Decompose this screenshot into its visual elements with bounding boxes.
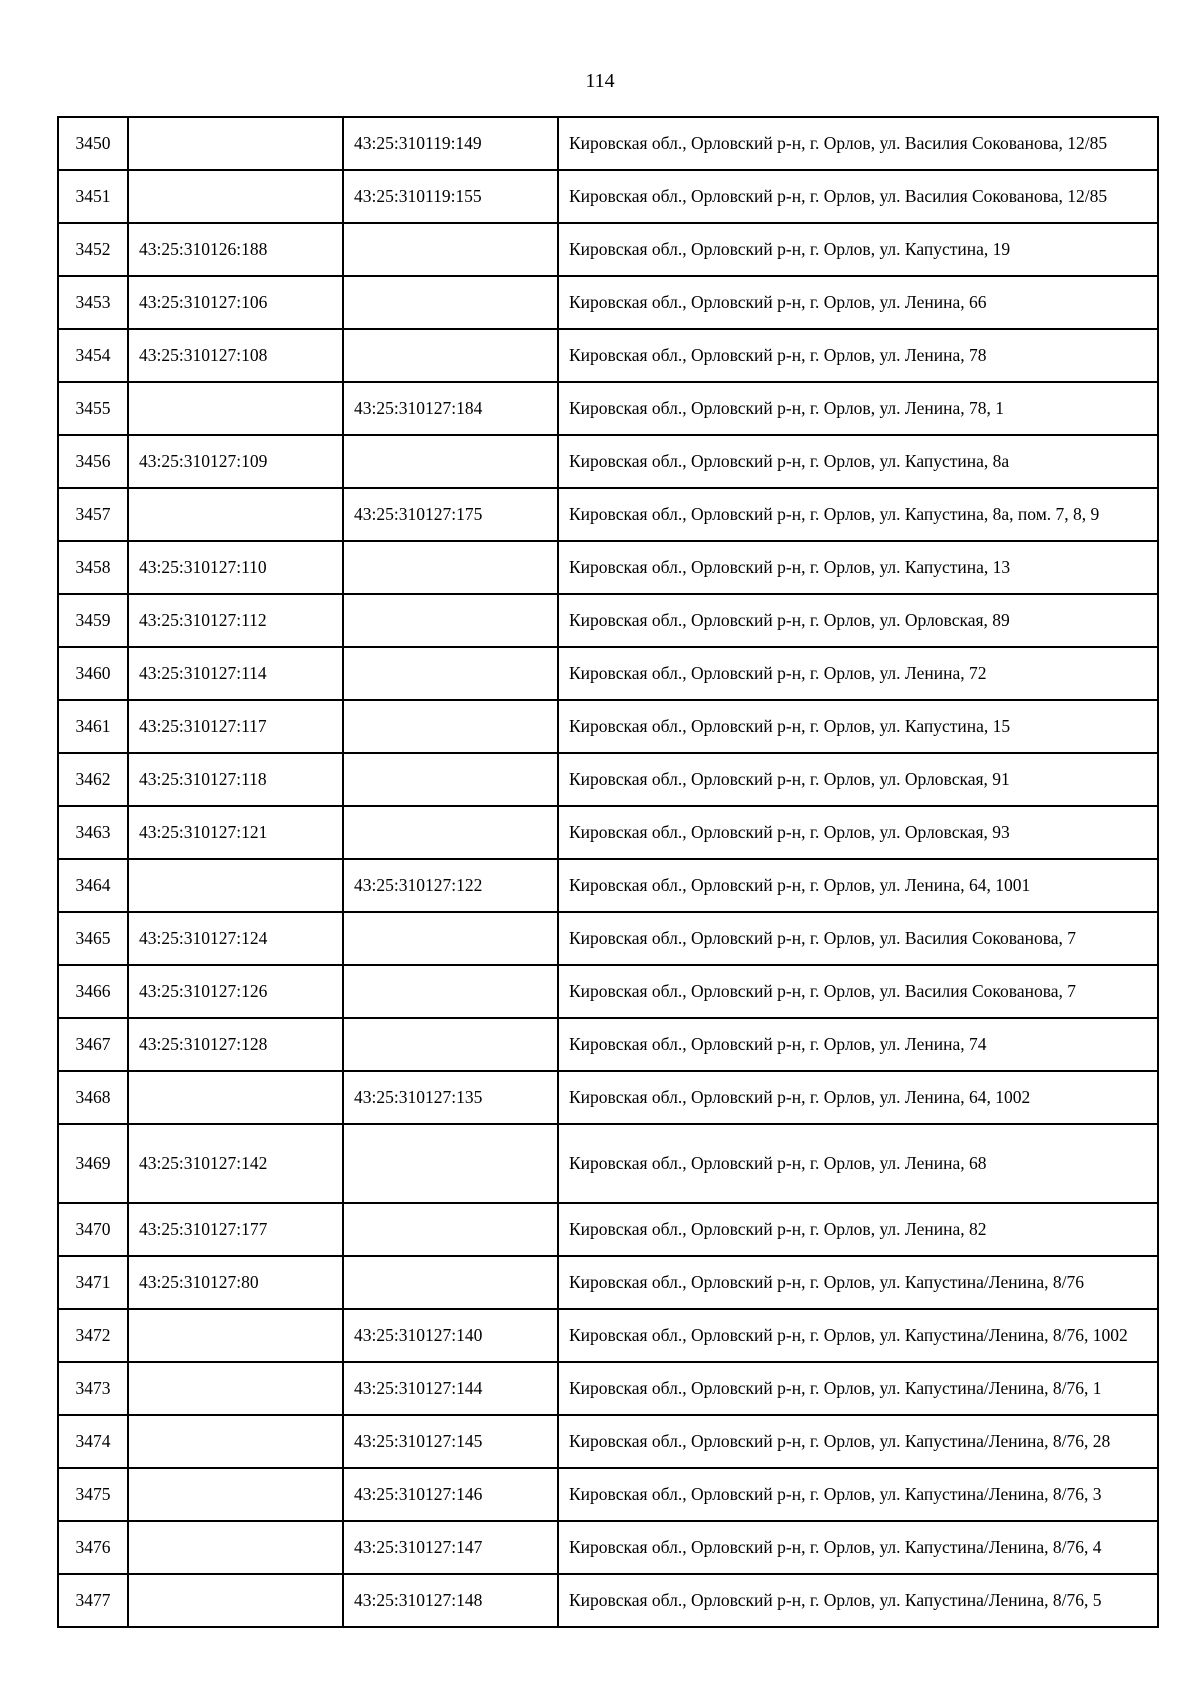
- address: Кировская обл., Орловский р-н, г. Орлов, ул. Василия Сокованова, 12/85: [558, 170, 1158, 223]
- object-cadastral-number: [343, 700, 558, 753]
- object-cadastral-number: 43:25:310127:146: [343, 1468, 558, 1521]
- table-row: [58, 1071, 1158, 1124]
- land-cadastral-number: 43:25:310127:128: [128, 1018, 343, 1071]
- address: Кировская обл., Орловский р-н, г. Орлов, ул. Ленина, 68: [558, 1124, 1158, 1203]
- row-number: 3466: [58, 965, 128, 1018]
- address: Кировская обл., Орловский р-н, г. Орлов, ул. Василия Сокованова, 7: [558, 912, 1158, 965]
- address: Кировская обл., Орловский р-н, г. Орлов, ул. Ленина, 78: [558, 329, 1158, 382]
- land-cadastral-number: [128, 117, 343, 170]
- object-cadastral-number: [343, 1256, 558, 1309]
- object-cadastral-number: 43:25:310127:184: [343, 382, 558, 435]
- row-number: 3471: [58, 1256, 128, 1309]
- object-cadastral-number: 43:25:310127:140: [343, 1309, 558, 1362]
- object-cadastral-number: 43:25:310127:135: [343, 1071, 558, 1124]
- table-row: [58, 541, 1158, 594]
- object-cadastral-number: [343, 594, 558, 647]
- row-number: 3454: [58, 329, 128, 382]
- row-number: 3462: [58, 753, 128, 806]
- row-number: 3465: [58, 912, 128, 965]
- land-cadastral-number: 43:25:310127:110: [128, 541, 343, 594]
- table-row: [58, 276, 1158, 329]
- table-row: [58, 1018, 1158, 1071]
- object-cadastral-number: 43:25:310127:148: [343, 1574, 558, 1627]
- land-cadastral-number: [128, 382, 343, 435]
- address: Кировская обл., Орловский р-н, г. Орлов, ул. Капустина/Ленина, 8/76, 1002: [558, 1309, 1158, 1362]
- land-cadastral-number: [128, 1574, 343, 1627]
- address: Кировская обл., Орловский р-н, г. Орлов, ул. Ленина, 64, 1001: [558, 859, 1158, 912]
- row-number: 3473: [58, 1362, 128, 1415]
- address: Кировская обл., Орловский р-н, г. Орлов, ул. Ленина, 74: [558, 1018, 1158, 1071]
- row-number: 3476: [58, 1521, 128, 1574]
- address: Кировская обл., Орловский р-н, г. Орлов, ул. Капустина/Ленина, 8/76, 4: [558, 1521, 1158, 1574]
- table-row: [58, 117, 1158, 170]
- row-number: 3460: [58, 647, 128, 700]
- row-number: 3474: [58, 1415, 128, 1468]
- row-number: 3469: [58, 1124, 128, 1203]
- row-number: 3455: [58, 382, 128, 435]
- land-cadastral-number: 43:25:310127:117: [128, 700, 343, 753]
- land-cadastral-number: [128, 1468, 343, 1521]
- object-cadastral-number: [343, 329, 558, 382]
- table-row: [58, 965, 1158, 1018]
- land-cadastral-number: [128, 1362, 343, 1415]
- table-row: [58, 1521, 1158, 1574]
- address: Кировская обл., Орловский р-н, г. Орлов, ул. Ленина, 72: [558, 647, 1158, 700]
- row-number: 3450: [58, 117, 128, 170]
- row-number: 3458: [58, 541, 128, 594]
- land-cadastral-number: 43:25:310127:142: [128, 1124, 343, 1203]
- land-cadastral-number: [128, 1415, 343, 1468]
- table-row: [58, 594, 1158, 647]
- table-row: [58, 223, 1158, 276]
- object-cadastral-number: [343, 435, 558, 488]
- table-row: [58, 1574, 1158, 1627]
- row-number: 3461: [58, 700, 128, 753]
- row-number: 3459: [58, 594, 128, 647]
- row-number: 3468: [58, 1071, 128, 1124]
- object-cadastral-number: 43:25:310119:155: [343, 170, 558, 223]
- object-cadastral-number: 43:25:310127:145: [343, 1415, 558, 1468]
- row-number: 3456: [58, 435, 128, 488]
- object-cadastral-number: 43:25:310127:122: [343, 859, 558, 912]
- table-row: [58, 435, 1158, 488]
- land-cadastral-number: [128, 488, 343, 541]
- object-cadastral-number: [343, 753, 558, 806]
- object-cadastral-number: [343, 647, 558, 700]
- row-number: 3464: [58, 859, 128, 912]
- object-cadastral-number: [343, 1124, 558, 1203]
- land-cadastral-number: 43:25:310127:109: [128, 435, 343, 488]
- address: Кировская обл., Орловский р-н, г. Орлов, ул. Василия Сокованова, 7: [558, 965, 1158, 1018]
- table-row: [58, 1203, 1158, 1256]
- address: Кировская обл., Орловский р-н, г. Орлов, ул. Ленина, 64, 1002: [558, 1071, 1158, 1124]
- object-cadastral-number: [343, 912, 558, 965]
- row-number: 3457: [58, 488, 128, 541]
- address: Кировская обл., Орловский р-н, г. Орлов, ул. Капустина, 8а: [558, 435, 1158, 488]
- row-number: 3463: [58, 806, 128, 859]
- address: Кировская обл., Орловский р-н, г. Орлов, ул. Орловская, 91: [558, 753, 1158, 806]
- land-cadastral-number: [128, 1309, 343, 1362]
- address: Кировская обл., Орловский р-н, г. Орлов, ул. Орловская, 93: [558, 806, 1158, 859]
- address: Кировская обл., Орловский р-н, г. Орлов, ул. Капустина/Ленина, 8/76, 3: [558, 1468, 1158, 1521]
- address: Кировская обл., Орловский р-н, г. Орлов, ул. Капустина, 19: [558, 223, 1158, 276]
- table-row: [58, 382, 1158, 435]
- land-cadastral-number: [128, 1071, 343, 1124]
- cadastral-table: [57, 116, 1159, 1628]
- page-number: 114: [585, 70, 615, 92]
- address: Кировская обл., Орловский р-н, г. Орлов, ул. Капустина, 8а, пом. 7, 8, 9: [558, 488, 1158, 541]
- land-cadastral-number: 43:25:310127:124: [128, 912, 343, 965]
- land-cadastral-number: 43:25:310127:121: [128, 806, 343, 859]
- object-cadastral-number: [343, 541, 558, 594]
- table-row: [58, 329, 1158, 382]
- land-cadastral-number: [128, 859, 343, 912]
- row-number: 3477: [58, 1574, 128, 1627]
- row-number: 3475: [58, 1468, 128, 1521]
- table-row: [58, 700, 1158, 753]
- row-number: 3467: [58, 1018, 128, 1071]
- address: Кировская обл., Орловский р-н, г. Орлов, ул. Ленина, 66: [558, 276, 1158, 329]
- object-cadastral-number: [343, 806, 558, 859]
- table-row: [58, 1362, 1158, 1415]
- table-row: [58, 170, 1158, 223]
- table-row: [58, 1309, 1158, 1362]
- land-cadastral-number: [128, 1521, 343, 1574]
- table-row: [58, 912, 1158, 965]
- land-cadastral-number: 43:25:310126:188: [128, 223, 343, 276]
- table-row: [58, 1468, 1158, 1521]
- row-number: 3472: [58, 1309, 128, 1362]
- land-cadastral-number: 43:25:310127:112: [128, 594, 343, 647]
- address: Кировская обл., Орловский р-н, г. Орлов, ул. Капустина/Ленина, 8/76, 5: [558, 1574, 1158, 1627]
- object-cadastral-number: 43:25:310127:175: [343, 488, 558, 541]
- address: Кировская обл., Орловский р-н, г. Орлов, ул. Капустина, 13: [558, 541, 1158, 594]
- land-cadastral-number: 43:25:310127:106: [128, 276, 343, 329]
- table-row: [58, 1256, 1158, 1309]
- address: Кировская обл., Орловский р-н, г. Орлов, ул. Василия Сокованова, 12/85: [558, 117, 1158, 170]
- land-cadastral-number: 43:25:310127:126: [128, 965, 343, 1018]
- row-number: 3452: [58, 223, 128, 276]
- land-cadastral-number: 43:25:310127:114: [128, 647, 343, 700]
- table-row: [58, 1415, 1158, 1468]
- table-row: [58, 806, 1158, 859]
- object-cadastral-number: [343, 1203, 558, 1256]
- object-cadastral-number: [343, 965, 558, 1018]
- address: Кировская обл., Орловский р-н, г. Орлов, ул. Капустина, 15: [558, 700, 1158, 753]
- land-cadastral-number: 43:25:310127:80: [128, 1256, 343, 1309]
- address: Кировская обл., Орловский р-н, г. Орлов, ул. Капустина/Ленина, 8/76: [558, 1256, 1158, 1309]
- object-cadastral-number: [343, 223, 558, 276]
- row-number: 3451: [58, 170, 128, 223]
- object-cadastral-number: 43:25:310127:147: [343, 1521, 558, 1574]
- address: Кировская обл., Орловский р-н, г. Орлов, ул. Орловская, 89: [558, 594, 1158, 647]
- object-cadastral-number: 43:25:310127:144: [343, 1362, 558, 1415]
- address: Кировская обл., Орловский р-н, г. Орлов, ул. Ленина, 82: [558, 1203, 1158, 1256]
- row-number: 3470: [58, 1203, 128, 1256]
- table-row: [58, 647, 1158, 700]
- table-row: [58, 753, 1158, 806]
- table-row: [58, 859, 1158, 912]
- table-row: [58, 488, 1158, 541]
- object-cadastral-number: [343, 1018, 558, 1071]
- address: Кировская обл., Орловский р-н, г. Орлов, ул. Ленина, 78, 1: [558, 382, 1158, 435]
- row-number: 3453: [58, 276, 128, 329]
- land-cadastral-number: 43:25:310127:108: [128, 329, 343, 382]
- land-cadastral-number: 43:25:310127:177: [128, 1203, 343, 1256]
- address: Кировская обл., Орловский р-н, г. Орлов, ул. Капустина/Ленина, 8/76, 28: [558, 1415, 1158, 1468]
- table-body: [58, 117, 1158, 1627]
- land-cadastral-number: 43:25:310127:118: [128, 753, 343, 806]
- land-cadastral-number: [128, 170, 343, 223]
- object-cadastral-number: 43:25:310119:149: [343, 117, 558, 170]
- object-cadastral-number: [343, 276, 558, 329]
- table-row: [58, 1124, 1158, 1203]
- address: Кировская обл., Орловский р-н, г. Орлов, ул. Капустина/Ленина, 8/76, 1: [558, 1362, 1158, 1415]
